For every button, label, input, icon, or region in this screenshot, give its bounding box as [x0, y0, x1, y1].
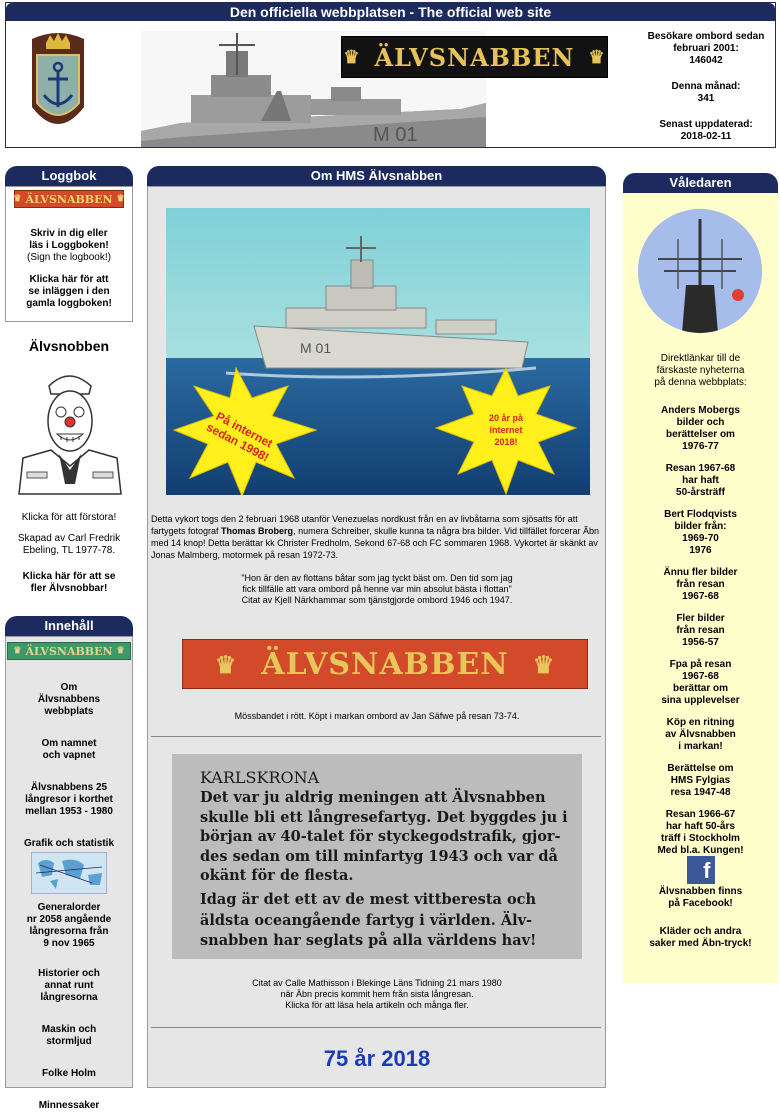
clipping-line: skulle bli ett långresefartyg. Det byggdes ju i — [200, 808, 568, 826]
postcard-photo[interactable] — [166, 208, 590, 495]
news-link-line: 1969-70 — [682, 533, 719, 544]
facebook-link[interactable] — [623, 856, 778, 910]
news-link-line: Fpa på resan — [669, 659, 732, 670]
facebook-caption — [623, 886, 778, 910]
clipping-line: äldsta oceangående fartyg i världen. Älv- — [200, 911, 533, 929]
sign-logbook-line: läs i Loggboken! — [29, 240, 109, 251]
newspaper-clipping[interactable] — [172, 754, 582, 959]
nav-item-line: Minnessaker — [38, 1100, 100, 1111]
news-link-line: Köp en ritning — [666, 717, 735, 728]
nav-item-line: Om — [60, 682, 78, 693]
quote-line: Citat av Kjell Närkhammar som tjänstgjorde ombord 1946 och 1947. — [241, 595, 513, 605]
nav-item-line: mellan 1953 - 1980 — [25, 806, 113, 817]
news-link-line: Bert Flodqvists — [664, 509, 737, 520]
divider — [151, 736, 601, 737]
news-link-line: Resan 1966-67 — [665, 809, 736, 820]
twenty-years-burst — [466, 412, 546, 448]
news-link-line: 1967-68 — [682, 591, 719, 602]
alvsnobben-section — [5, 330, 133, 595]
crown-icon: ♛ — [13, 646, 22, 656]
contents-ribbon-text: ÄLVSNABBEN — [25, 644, 113, 658]
quote-line: "Hon är den av flottans båtar som jag tyckt bäst om. Den tid som jag — [241, 573, 513, 583]
main-header: Om HMS Älvsnabben — [147, 166, 606, 186]
news-link-line: i markan! — [678, 741, 723, 752]
nav-item-line: Folke Holm — [42, 1068, 96, 1079]
updated-label: Senast uppdaterad: — [659, 119, 753, 130]
world-map-thumbnail[interactable] — [31, 852, 107, 894]
facebook-icon: f — [687, 856, 715, 884]
header-ribbon-text: ÄLVSNABBEN — [374, 42, 575, 72]
nav-item[interactable] — [6, 1068, 132, 1080]
news-link-line: från resan — [676, 625, 725, 636]
news-link-line: har haft — [682, 475, 719, 486]
news-link[interactable] — [623, 717, 778, 753]
news-link-line: träff i Stockholm — [661, 833, 740, 844]
sign-logbook-line: (Sign the logbook!) — [27, 252, 111, 263]
clipping-paragraph — [200, 890, 536, 952]
radar-photo — [638, 209, 762, 333]
nav-item[interactable] — [6, 1024, 132, 1048]
logbook-ribbon-text: ÄLVSNABBEN — [25, 192, 113, 206]
news-link-line: 1976-77 — [682, 441, 719, 452]
intro-line: på denna webbplats: — [654, 377, 747, 388]
nav-item-line: Om namnet — [41, 738, 97, 749]
clipping-line: Idag är det ett av de mest vittberesta och — [200, 891, 537, 908]
cap-ribbon-image[interactable] — [182, 639, 588, 689]
news-link[interactable] — [623, 405, 778, 453]
news-link-line: bilder och — [676, 417, 725, 428]
more-alvsnobbar-link[interactable] — [5, 571, 133, 595]
contents-ribbon — [7, 642, 131, 660]
burst-left-text: På internet sedan 1998! — [204, 409, 275, 465]
news-link-line: 1956-57 — [682, 637, 719, 648]
burst-right-line: internet — [489, 425, 523, 435]
sign-logbook-line: Skriv in dig eller — [30, 228, 108, 239]
news-link[interactable] — [623, 659, 778, 707]
news-link-line: har haft 50-års — [666, 821, 735, 832]
divider — [151, 1027, 601, 1028]
facebook-line: Älvsnabben finns — [658, 886, 743, 897]
nav-item[interactable] — [6, 1100, 132, 1112]
header — [5, 2, 776, 148]
nav-item-line: Älvsnabbens 25 — [30, 782, 108, 793]
right-intro — [623, 353, 778, 389]
news-link-line: Resan 1967-68 — [665, 463, 736, 474]
crown-icon: ♛ — [116, 646, 125, 656]
nav-item-line: långresorna från — [29, 926, 109, 937]
nav-item[interactable] — [6, 968, 132, 1004]
nav-item-line: Maskin och — [41, 1024, 97, 1035]
crown-icon: ♛ — [532, 649, 556, 679]
alvsnobben-credit — [5, 533, 133, 557]
nav-item-line: och vapnet — [42, 750, 96, 761]
clipping-paragraph — [200, 788, 568, 886]
news-link-line: av Älvsnabben — [665, 729, 736, 740]
photographer-name: Thomas Broberg — [221, 526, 294, 536]
right-header: Våledaren — [623, 173, 778, 193]
contents-header: Innehåll — [5, 616, 133, 636]
intro-line: färskaste nyheterna — [656, 365, 745, 376]
ribbon-caption: Mössbandet i rött. Köpt i markan ombord av Jan Säfwe på resan 73-74. — [234, 711, 520, 721]
main-panel — [147, 186, 606, 1088]
nav-item-line: Älvsnabbens — [37, 694, 101, 705]
logbook-ribbon[interactable] — [14, 190, 124, 208]
cap-ribbon-text: ÄLVSNABBEN — [261, 646, 509, 682]
clipping-line: snabben har seglats på alla världens hav! — [200, 932, 537, 949]
burst-right-line: 2018! — [494, 437, 518, 447]
sign-logbook-link[interactable] — [6, 228, 132, 264]
news-link[interactable] — [623, 463, 778, 499]
coat-of-arms-logo[interactable] — [28, 29, 88, 139]
clipping-caption[interactable] — [151, 978, 603, 1011]
month-value: 341 — [697, 93, 715, 104]
nav-item[interactable] — [6, 782, 132, 818]
anniversary-heading: 75 år 2018 — [323, 1046, 431, 1071]
news-link-line: Med bl.a. Kungen! — [657, 845, 744, 856]
clipping-line: okänt för de flesta. — [200, 867, 354, 884]
old-logbook-line: gamla loggboken! — [26, 298, 112, 309]
news-link[interactable] — [623, 763, 778, 799]
news-link[interactable] — [623, 613, 778, 649]
crown-icon: ♛ — [13, 194, 22, 204]
crown-icon: ♛ — [588, 46, 606, 68]
news-link-line: Ännu fler bilder — [663, 567, 738, 578]
postcard-hull-number: M 01 — [300, 340, 332, 356]
news-link-line: 1967-68 — [682, 671, 719, 682]
clothes-line: Kläder och andra — [659, 926, 742, 937]
clipping-line: des sedan om till minfartyg 1943 och var då — [200, 847, 558, 865]
intro-line: Direktlänkar till de — [660, 353, 741, 364]
news-link-line: bilder från: — [674, 521, 727, 532]
nav-item-line: långresorna — [40, 992, 98, 1003]
caption-text: Detta vykort togs den 2 februari 1968 utanför Venezuelas nordkust från en av livbåtarna som sjösatts för att fartygets fotograf — [151, 514, 578, 536]
nav-item-line: Generalorder — [37, 902, 101, 913]
visitors-value: 146042 — [689, 55, 723, 66]
clothes-link[interactable] — [623, 926, 778, 950]
old-logbook-link[interactable] — [6, 274, 132, 310]
clip-caption-line: när Äbn precis kommit hem från sista långresan. — [280, 989, 474, 999]
more-line: fler Älvsnobbar! — [30, 583, 108, 594]
postcard-caption — [151, 513, 603, 561]
news-link[interactable] — [623, 567, 778, 603]
news-link-line: 50-årsträff — [676, 487, 725, 498]
logbook-panel — [5, 186, 133, 322]
news-link-line: berättelser om — [666, 429, 735, 440]
burst-right-line: 20 år på — [488, 413, 524, 423]
more-line: Klicka här för att se — [22, 571, 116, 582]
site-title: Den officiella webbplatsen - The official web site — [6, 3, 775, 21]
contents-panel — [5, 636, 133, 1111]
news-link-line: från resan — [676, 579, 725, 590]
clipping-line: början av 40-talet för styckegodstrafik, gjor- — [200, 828, 561, 845]
enlarge-link[interactable]: Klicka för att förstora! — [21, 512, 117, 523]
nav-item[interactable] — [6, 682, 132, 718]
nav-item-line: Grafik och statistik — [23, 838, 115, 849]
caption-text: , numera Schreiber, skulle kunna ta några bra bilder. Vid tillfället forcerar Ãbn med 14 knop! Detta berättar kk Christer Fredholm, Sekond 67-68 och FC sommaren 1968. Vykortet är skänkt av Jonas Malmberg, motormek på resan 1972-73. — [151, 526, 600, 560]
clip-caption-line: Citat av Calle Mathisson i Blekinge Läns Tidning 21 mars 1980 — [252, 978, 502, 988]
header-ribbon — [341, 36, 608, 78]
news-link-line: berättar om — [672, 683, 728, 694]
quote-line: fick tillfälle att vara ombord på henne var min absolut bästa i flottan" — [242, 584, 512, 594]
updated-value: 2018-02-11 — [680, 131, 732, 142]
news-link[interactable] — [623, 809, 778, 857]
nav-item-line: webbplats — [44, 706, 94, 717]
visitor-stats — [641, 31, 771, 143]
alvsnobben-cartoon[interactable] — [9, 366, 129, 496]
clothes-line: saker med Äbn-tryck! — [649, 938, 752, 949]
news-link-line: Fler bilder — [676, 613, 725, 624]
news-link-line: Anders Mobergs — [661, 405, 740, 416]
nav-item-line: annat runt — [44, 980, 94, 991]
news-link-line: sina upplevelser — [661, 695, 740, 706]
old-logbook-line: Klicka här för att — [29, 274, 109, 285]
old-logbook-line: se inläggen i den — [28, 286, 110, 297]
news-link-line: 1976 — [689, 545, 712, 556]
news-link-line: Berättelse om — [667, 763, 734, 774]
crown-icon: ♛ — [214, 649, 238, 679]
month-label: Denna månad: — [671, 81, 741, 92]
nav-item[interactable] — [6, 902, 132, 950]
credit-line: Ebeling, TL 1977-78. — [22, 545, 116, 556]
nav-item-line: stormljud — [46, 1036, 92, 1047]
news-links — [623, 405, 778, 867]
right-panel — [623, 193, 778, 983]
crown-icon: ♛ — [343, 46, 361, 68]
facebook-line: på Facebook! — [668, 898, 733, 909]
news-link-line: HMS Fylgias — [670, 775, 731, 786]
crown-icon: ♛ — [116, 194, 125, 204]
news-link-line: resa 1947-48 — [670, 787, 731, 798]
logbook-header: Loggbok — [5, 166, 133, 186]
clipping-heading: KARLSKRONA — [200, 768, 320, 787]
nav-item[interactable] — [6, 838, 132, 894]
nav-item-line: nr 2058 angående — [26, 914, 112, 925]
visitors-label: Besökare ombord sedan februari 2001: — [647, 31, 765, 54]
credit-line: Skapad av Carl Fredrik — [17, 533, 121, 544]
alvsnobben-title: Älvsnobben — [28, 338, 110, 354]
ship-hull-number: M 01 — [373, 124, 418, 146]
clipping-line: Det var ju aldrig meningen att Älvsnabben — [200, 789, 546, 806]
nav-item-line: Historier och — [38, 968, 100, 979]
nav-item-line: långresor i korthet — [25, 794, 113, 805]
clip-caption-line: Klicka för att läsa hela artikeln och många fler. — [285, 1000, 469, 1010]
nav-item[interactable] — [6, 738, 132, 762]
quote-narkhammar — [151, 573, 603, 606]
shield-icon — [28, 29, 88, 139]
contents-nav — [6, 682, 132, 1112]
news-link[interactable] — [623, 509, 778, 557]
nav-item-line: 9 nov 1965 — [43, 938, 95, 949]
